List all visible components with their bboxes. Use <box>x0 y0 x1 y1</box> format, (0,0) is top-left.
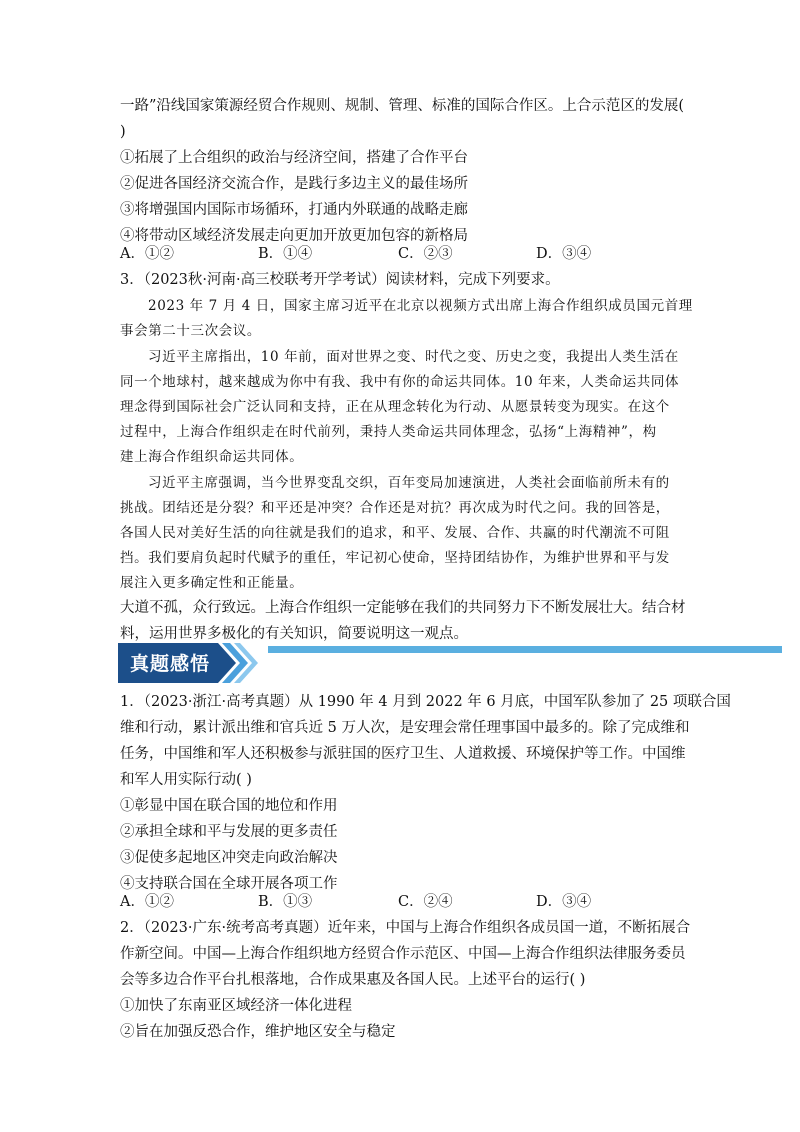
zq1-stem-line: 和军人用实际行动( ) <box>120 772 252 788</box>
zq2-stem-line: 作新空间。中国—上海合作组织地方经贸合作示范区、中国—上海合作组织法律服务委员 <box>120 946 686 962</box>
zq1-stem-line: 维和行动，累计派出维和官兵近 5 万人次，是安理会常任理事国中最多的。除了完成维和 <box>120 720 690 736</box>
banner-stripe <box>268 646 782 653</box>
task-line: 料，运用世界多极化的有关知识，简要说明这一观点。 <box>120 626 468 642</box>
option-b: B．①④ <box>258 246 313 262</box>
zq1-answer-options <box>120 892 591 912</box>
zq2-statement-2: ②旨在加强反恐合作，维护地区安全与稳定 <box>120 1024 396 1040</box>
material-line: 理念得到国际社会广泛认同和支持，正在从理念转化为行动、从愿景转变为现实。在这个 <box>120 399 670 415</box>
material-line: 展注入更多确定性和正能量。 <box>120 575 304 591</box>
material-line: 挑战。团结还是分裂？和平还是冲突？合作还是对抗？再次成为时代之问。我的回答是， <box>120 500 670 516</box>
option-c: C．②③ <box>398 246 453 262</box>
zq1-statement-1: ①彰显中国在联合国的地位和作用 <box>120 798 338 814</box>
zq2-statement-1: ①加快了东南亚区域经济一体化进程 <box>120 998 352 1014</box>
zq1-stem-line: 1．（2023·浙江·高考真题）从 1990 年 4 月到 2022 年 6 月底，中国军队参加了 25 项联合国 <box>120 694 731 710</box>
statement-2: ②促进各国经济交流合作，是践行多边主义的最佳场所 <box>120 176 468 192</box>
material-line: 习近平主席强调，当今世界变乱交织，百年变局加速演进，人类社会面临前所未有的 <box>148 475 670 491</box>
question-3-header: 3．（2023秋·河南·高三校联考开学考试）阅读材料，完成下列要求。 <box>120 272 560 288</box>
zq1-statement-2: ②承担全球和平与发展的更多责任 <box>120 824 338 840</box>
banner-title: 真题感悟 <box>130 653 211 675</box>
option-c: C．②④ <box>398 894 453 910</box>
task-line: 大道不孤，众行致远。上海合作组织一定能够在我们的共同努力下不断发展壮大。结合材 <box>120 600 686 616</box>
option-a: A．①② <box>120 894 174 910</box>
zq1-statement-3: ③促使多起地区冲突走向政治解决 <box>120 850 338 866</box>
material-line: 挡。我们要肩负起时代赋予的重任，牢记初心使命，坚持团结协作，为维护世界和平与发 <box>120 550 670 566</box>
option-a: A．①② <box>120 246 174 262</box>
material-line: 各国人民对美好生活的向往就是我们的追求，和平、发展、合作、共赢的时代潮流不可阻 <box>120 525 670 541</box>
question-stem-line: ) <box>120 124 126 140</box>
material-line: 2023 年 7 月 4 日，国家主席习近平在北京以视频方式出席上海合作组织成员国元首理 <box>148 298 693 314</box>
material-line: 建上海合作组织命运共同体。 <box>120 449 304 465</box>
statement-3: ③将增强国内国际市场循环，打通内外联通的战略走廊 <box>120 202 468 218</box>
zq1-statement-4: ④支持联合国在全球开展各项工作 <box>120 876 338 892</box>
material-line: 同一个地球村，越来越成为你中有我、我中有你的命运共同体。10 年来，人类命运共同体 <box>120 374 680 390</box>
zq2-stem-line: 2．（2023·广东·统考高考真题）近年来，中国与上海合作组织各成员国一道，不断拓展合 <box>120 920 691 936</box>
material-line: 过程中，上海合作组织走在时代前列，秉持人类命运共同体理念，弘扬“上海精神”，构 <box>120 424 657 440</box>
material-line: 习近平主席指出，10 年前，面对世界之变、时代之变、历史之变，我提出人类生活在 <box>148 349 679 365</box>
zq1-stem-line: 任务，中国维和军人还积极参与派驻国的医疗卫生、人道救援、环境保护等工作。中国维 <box>120 746 686 762</box>
statement-1: ①拓展了上合组织的政治与经济空间，搭建了合作平台 <box>120 150 468 166</box>
option-d: D．③④ <box>536 894 592 910</box>
statement-4: ④将带动区域经济发展走向更加开放更加包容的新格局 <box>120 228 468 244</box>
section-banner <box>118 643 782 683</box>
question-stem-line: 一路”沿线国家策源经贸合作规则、规制、管理、标准的国际合作区。上合示范区的发展( <box>120 98 685 114</box>
answer-options <box>120 244 591 264</box>
zq2-stem-line: 会等多边合作平台扎根落地，合作成果惠及各国人民。上述平台的运行( ) <box>120 972 586 988</box>
option-d: D．③④ <box>536 246 592 262</box>
material-line: 事会第二十三次会议。 <box>120 323 261 339</box>
option-b: B．①③ <box>258 894 313 910</box>
